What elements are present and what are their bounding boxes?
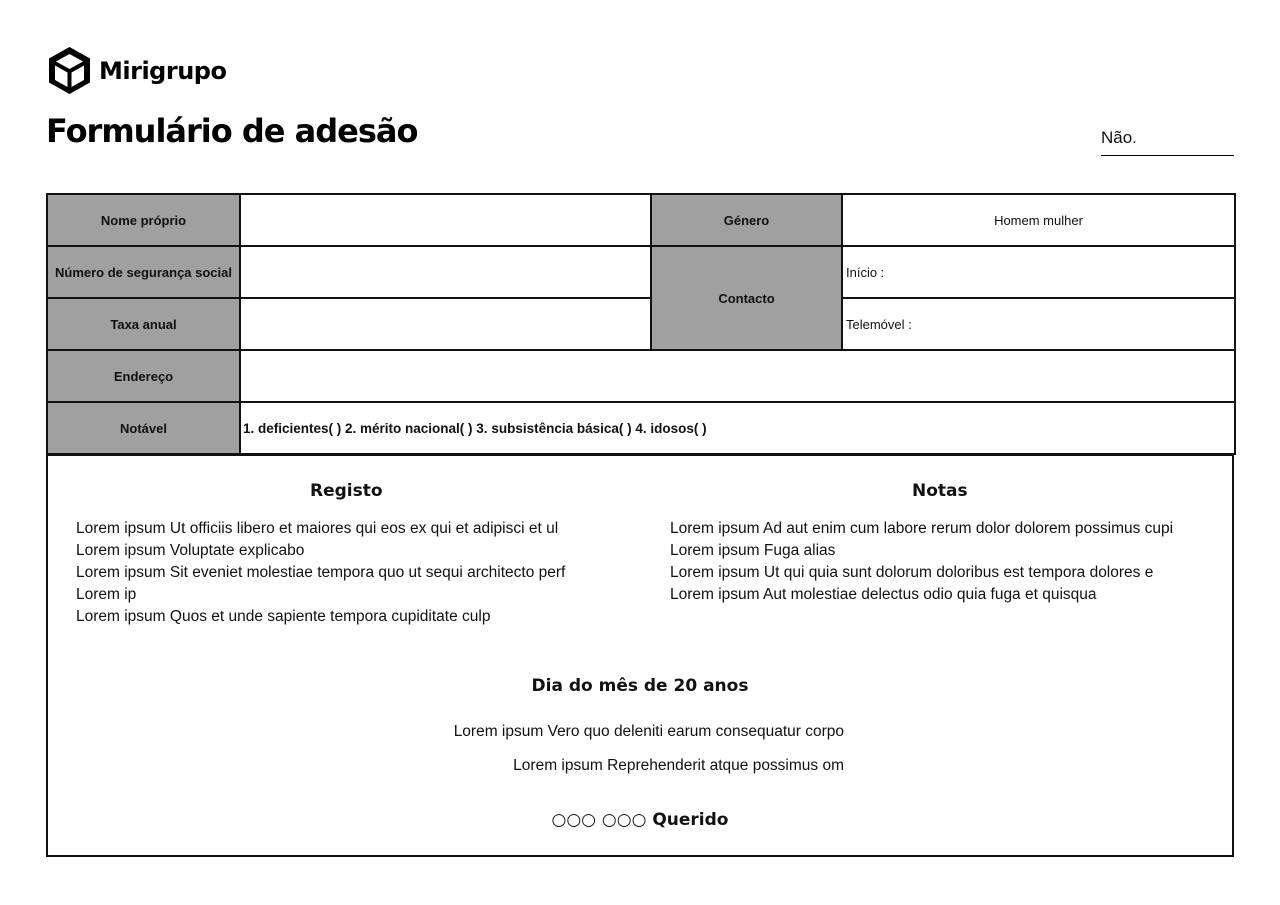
notable-options[interactable]: 1. deficientes( ) 2. mérito nacional( ) 3. subsistência básica( ) 4. idosos( ): [240, 402, 1235, 454]
brand-name: Mirigrupo: [99, 56, 227, 85]
gender-field[interactable]: Homem mulher: [842, 194, 1235, 246]
registration-line: Lorem ipsum Sit eveniet molestiae tempora quo ut sequi architecto perf: [76, 564, 566, 581]
mobile-phone-field[interactable]: Telemóvel :: [842, 298, 1235, 350]
registration-line: Lorem ip: [76, 586, 137, 603]
registration-line: Lorem ipsum Voluptate explicabo: [76, 542, 305, 559]
statement-line-1: Lorem ipsum Vero quo deleniti earum consequatur corpo: [453, 723, 844, 740]
address-field[interactable]: [240, 350, 1235, 402]
form-number-field[interactable]: Não.: [1101, 128, 1234, 156]
date-title: Dia do mês de 20 anos: [531, 676, 749, 696]
registration-line: Lorem ipsum Quos et unde sapiente tempora cupiditate culp: [76, 608, 491, 625]
form-row-notable: [47, 402, 1235, 454]
form-row-address: [47, 350, 1235, 402]
notes-line: Lorem ipsum Ad aut enim cum labore rerum dolor dolorem possimus cupi: [670, 520, 1174, 537]
details-section: [46, 453, 1234, 857]
form-row-social-security: [47, 246, 1235, 298]
social-security-label: Número de segurança social: [47, 246, 240, 298]
brand-header: [48, 46, 226, 95]
form-title: Formulário de adesão: [46, 112, 418, 150]
annual-fee-field[interactable]: [240, 298, 651, 350]
signature-line: ○○○ ○○○ Querido: [551, 810, 729, 830]
registration-title: Registo: [310, 481, 383, 501]
form-row-annual-fee: [47, 298, 1235, 350]
notes-line: Lorem ipsum Fuga alias: [670, 542, 836, 559]
membership-form-table: [46, 193, 1236, 455]
form-row-first-name: [47, 194, 1235, 246]
statement-line-2: Lorem ipsum Reprehenderit atque possimus om: [513, 757, 844, 774]
notes-line: Lorem ipsum Aut molestiae delectus odio quia fuga et quisqua: [670, 586, 1097, 603]
notable-label: Notável: [47, 402, 240, 454]
registration-line: Lorem ipsum Ut officiis libero et maiores qui eos ex qui et adipisci et ul: [76, 520, 559, 537]
first-name-label: Nome próprio: [47, 194, 240, 246]
notes-line: Lorem ipsum Ut qui quia sunt dolorum doloribus est tempora dolores e: [670, 564, 1154, 581]
notes-list: [670, 518, 1173, 606]
notes-title: Notas: [912, 481, 968, 501]
address-label: Endereço: [47, 350, 240, 402]
first-name-field[interactable]: [240, 194, 651, 246]
home-phone-field[interactable]: Início :: [842, 246, 1235, 298]
annual-fee-label: Taxa anual: [47, 298, 240, 350]
contact-label: Contacto: [651, 246, 842, 350]
gender-label: Género: [651, 194, 842, 246]
social-security-field[interactable]: [240, 246, 651, 298]
cube-logo-icon: [48, 46, 91, 95]
registration-list: [76, 518, 565, 628]
